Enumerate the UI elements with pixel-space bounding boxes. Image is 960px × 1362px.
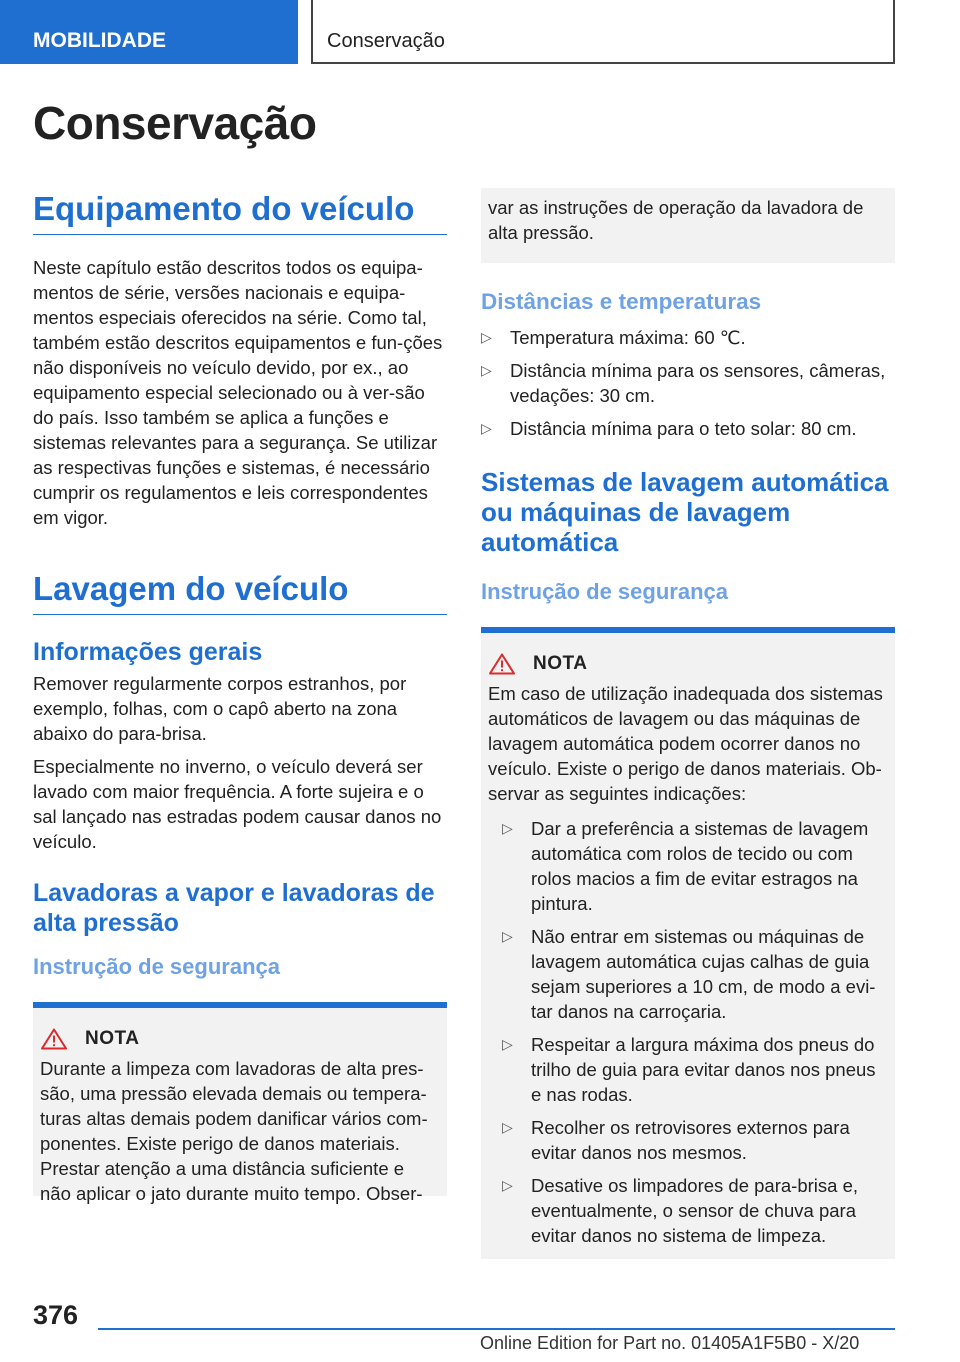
list-item-text: Distância mínima para os sensores, câmeras, vedações: 30 cm. (510, 360, 886, 406)
general-paragraph-2: Especialmente no inverno, o veículo deverá ser lavado com maior frequência. A forte sujeira e o sal lançado nas estradas podem causar danos no veículo. (33, 756, 442, 852)
right-column (481, 188, 895, 1259)
triangle-bullet-icon: ▷ (502, 1119, 513, 1135)
list-item-text: Respeitar a largura máxima dos pneus do trilho de guia para evitar danos nos pneus e nas rodas. (531, 1034, 876, 1105)
triangle-bullet-icon: ▷ (502, 1177, 513, 1193)
left-column (33, 190, 447, 1204)
list-item (502, 1173, 888, 1248)
warning-triangle-icon (489, 653, 515, 675)
header-section-tab: MOBILIDADE (0, 0, 298, 64)
notice-header-auto (481, 633, 895, 681)
distances-list (481, 325, 895, 441)
notice-box-continued (481, 188, 895, 263)
list-item-text: Desative os limpadores de para-brisa e, eventualmente, o sensor de chuva para evitar danos no sistema de limpeza. (531, 1175, 858, 1246)
heading-general-info: Informações gerais (33, 638, 263, 666)
list-item (502, 924, 888, 1024)
footer-edition: Online Edition for Part no. 01405A1F5B0 - X/20 (480, 1333, 860, 1353)
header-chapter-tab: Conservação (311, 0, 895, 64)
list-item (481, 416, 895, 441)
notice-continued-text: var as instruções de operação da lavadora de alta pressão. (488, 197, 864, 243)
list-item (481, 325, 895, 350)
page-title: Conservação (33, 97, 317, 149)
notice-text-auto: Em caso de utilização inadequada dos sistemas automáticos de lavagem ou das máquinas de lavagem automática podem ocorrer danos no veículo. Existe o perigo de danos materiais. Ob-servar as seguintes indicações: (488, 683, 883, 804)
warning-triangle-icon (41, 1028, 67, 1050)
notice-header (33, 1008, 447, 1056)
triangle-bullet-icon: ▷ (502, 820, 513, 836)
triangle-bullet-icon: ▷ (481, 420, 492, 436)
general-paragraph-1: Remover regularmente corpos estranhos, por exemplo, folhas, com o capô aberto na zona abaixo do para-brisa. (33, 673, 407, 744)
triangle-bullet-icon: ▷ (481, 329, 492, 345)
list-item-text: Distância mínima para o teto solar: 80 cm. (510, 418, 857, 439)
notice-box-steam (33, 1002, 447, 1204)
notice-text: Durante a limpeza com lavadoras de alta pres-são, uma pressão elevada demais ou tempera-turas altas demais podem danificar vários com-ponentes. Existe perigo de danos materiais. Prestar atenção a uma distância suficiente e não aplicar o jato durante muito tempo. Obser- (40, 1058, 428, 1204)
heading-safety-instruction: Instrução de segurança (33, 954, 280, 979)
heading-equipment: Equipamento do veículo (33, 190, 447, 235)
list-item (502, 816, 888, 916)
triangle-bullet-icon: ▷ (481, 362, 492, 378)
equipment-paragraph: Neste capítulo estão descritos todos os equipa-mentos de série, versões nacionais e equipa-mentos especiais oferecidos na série. Como tal, também estão descritos equipamentos e fun-ções não disponíveis no veículo devido, por ex., ao equipamento especial selecionado ou à ver-são do país. Isso também se aplica a funções e sistemas relevantes para a segurança. Se utilizar as respectivas funções e sistemas, é necessário cumprir os regulamentos e leis correspondentes em vigor. (33, 257, 443, 528)
list-item-text: Não entrar em sistemas ou máquinas de lavagem automática cujas calhas de guia sejam superiores a 10 cm, de modo a evi-tar danos na carroçaria. (531, 926, 876, 1022)
list-item (481, 358, 895, 408)
list-item-text: Temperatura máxima: 60 ℃. (510, 327, 746, 348)
footer-divider (98, 1328, 895, 1330)
heading-distances-temperatures: Distâncias e temperaturas (481, 289, 762, 314)
list-item (502, 1032, 888, 1107)
notice-title: NOTA (85, 1028, 140, 1049)
list-item (502, 1115, 888, 1165)
page-number: 376 (33, 1300, 79, 1330)
heading-safety-instruction-auto: Instrução de segurança (481, 579, 728, 604)
notice-box-automatic (481, 627, 895, 1259)
heading-automatic-wash: Sistemas de lavagem automática ou máquinas de lavagem automática (481, 467, 889, 557)
triangle-bullet-icon: ▷ (502, 928, 513, 944)
list-item-text: Dar a preferência a sistemas de lavagem automática com rolos de tecido ou com rolos macios a fim de evitar estragos na pintura. (531, 818, 869, 914)
heading-vehicle-wash: Lavagem do veículo (33, 570, 447, 615)
notice-title-auto: NOTA (533, 653, 588, 674)
list-item-text: Recolher os retrovisores externos para evitar danos nos mesmos. (531, 1117, 850, 1163)
automatic-wash-list (488, 816, 888, 1248)
triangle-bullet-icon: ▷ (502, 1036, 513, 1052)
heading-steam-cleaners: Lavadoras a vapor e lavadoras de alta pressão (33, 879, 435, 937)
